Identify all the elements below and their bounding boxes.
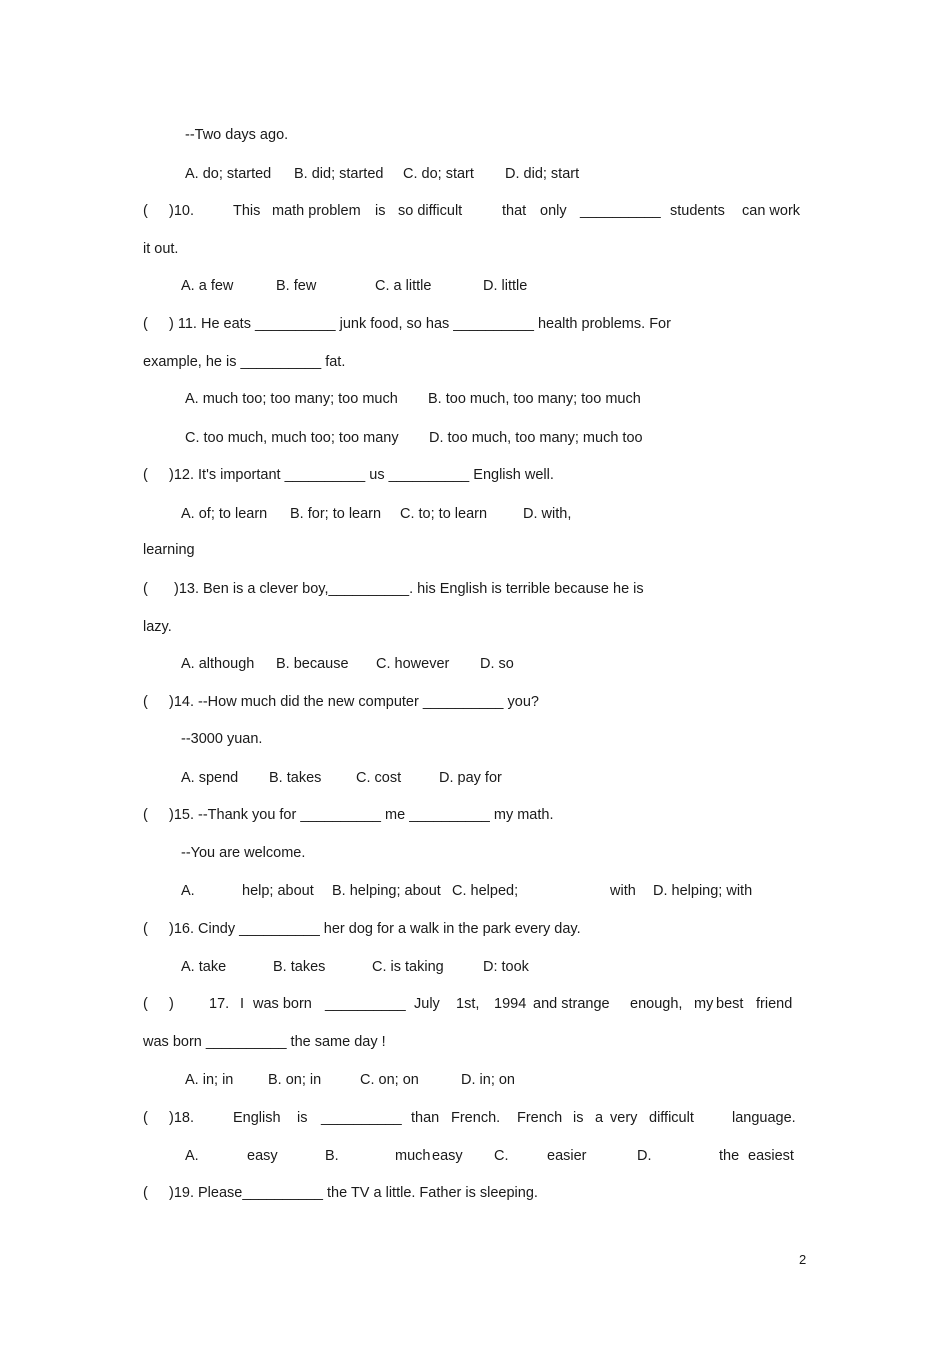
option: B. takes	[273, 959, 326, 975]
option-label: D.	[637, 1148, 652, 1164]
text-line: was born __________ the same day !	[143, 1034, 386, 1050]
option-label: C.	[494, 1148, 509, 1164]
option: the	[719, 1148, 740, 1164]
text-line: learning	[143, 542, 195, 558]
option: A. although	[181, 656, 255, 672]
option: B. on; in	[268, 1072, 322, 1088]
word: a	[595, 1110, 604, 1126]
word: language.	[732, 1110, 796, 1126]
option: C. on; on	[360, 1072, 419, 1088]
option: B. few	[276, 278, 317, 294]
word: English	[233, 1110, 281, 1126]
option: A. much too; too many; too much	[185, 391, 398, 407]
answer-blank: __________	[580, 203, 661, 219]
option: D. with,	[523, 506, 572, 522]
answer-blank: __________	[325, 996, 406, 1012]
word: best	[716, 996, 744, 1012]
word: I	[240, 996, 245, 1012]
option: D. so	[480, 656, 514, 672]
answer-paren-close: )	[169, 996, 174, 1012]
option: easiest	[748, 1148, 794, 1164]
option: A.	[181, 883, 195, 899]
option-label: B.	[325, 1148, 339, 1164]
answer-blank: __________	[321, 1110, 402, 1126]
option: C. cost	[356, 770, 402, 786]
word: so difficult	[398, 203, 463, 219]
word: and strange	[533, 996, 610, 1012]
question-number: )10.	[169, 203, 194, 219]
option: C. however	[376, 656, 450, 672]
word: that	[502, 203, 527, 219]
option: D. little	[483, 278, 528, 294]
answer-paren-open: (	[143, 1110, 148, 1126]
answer-paren-open: (	[143, 203, 148, 219]
option: much	[395, 1148, 431, 1164]
word: than	[411, 1110, 440, 1126]
page-number: 2	[799, 1252, 807, 1267]
word: enough,	[630, 996, 683, 1012]
question-text: )12. It's important __________ us __________ English well.	[169, 467, 554, 483]
answer-paren-open: (	[143, 1185, 148, 1201]
option: with	[610, 883, 636, 899]
text-line: --3000 yuan.	[181, 731, 263, 747]
answer-paren-open: (	[143, 807, 148, 823]
word: was born	[253, 996, 312, 1012]
option: C. to; to learn	[400, 506, 488, 522]
text-line: example, he is __________ fat.	[143, 354, 346, 370]
word: math problem	[272, 203, 361, 219]
option: D: took	[483, 959, 529, 975]
answer-paren-open: (	[143, 581, 148, 597]
option: C. is taking	[372, 959, 444, 975]
option: B. because	[276, 656, 349, 672]
option: help; about	[242, 883, 314, 899]
word: very	[610, 1110, 638, 1126]
word: is	[573, 1110, 584, 1126]
option: D. too much, too many; much too	[429, 430, 643, 446]
word: is	[375, 203, 386, 219]
option: D. did; start	[505, 166, 580, 182]
option: B. takes	[269, 770, 322, 786]
option: A. a few	[181, 278, 234, 294]
word: students	[670, 203, 725, 219]
option: C. do; start	[403, 166, 474, 182]
option: A. take	[181, 959, 227, 975]
question-text: ) 11. He eats __________ junk food, so has __________ health problems. For	[169, 316, 671, 332]
answer-paren-open: (	[143, 467, 148, 483]
word: French	[517, 1110, 563, 1126]
option: C. too much, much too; too many	[185, 430, 399, 446]
option: B. too much, too many; too much	[428, 391, 641, 407]
option: C. helped;	[452, 883, 519, 899]
question-number: )18.	[169, 1110, 194, 1126]
word: 1994	[494, 996, 527, 1012]
answer-paren-open: (	[143, 996, 148, 1012]
option-label: A.	[185, 1148, 199, 1164]
option: A. of; to learn	[181, 506, 268, 522]
word: only	[540, 203, 567, 219]
answer-paren-open: (	[143, 921, 148, 937]
option: A. do; started	[185, 166, 272, 182]
answer-paren-open: (	[143, 694, 148, 710]
question-text: )19. Please__________ the TV a little. Father is sleeping.	[169, 1185, 538, 1201]
option: easy	[432, 1148, 463, 1164]
word: friend	[756, 996, 793, 1012]
option: D. pay for	[439, 770, 502, 786]
text-line: --Two days ago.	[185, 127, 289, 143]
option: B. helping; about	[332, 883, 441, 899]
option: easy	[247, 1148, 278, 1164]
question-text: )14. --How much did the new computer __________ you?	[169, 694, 539, 710]
word: This	[233, 203, 261, 219]
option: A. spend	[181, 770, 239, 786]
text-line: lazy.	[143, 619, 172, 635]
question-text: )13. Ben is a clever boy,__________. his English is terrible because he is	[174, 581, 644, 597]
option: C. a little	[375, 278, 432, 294]
word: my	[694, 996, 714, 1012]
question-text: )16. Cindy __________ her dog for a walk in the park every day.	[169, 921, 581, 937]
question-text: )15. --Thank you for __________ me __________ my math.	[169, 807, 554, 823]
answer-paren-open: (	[143, 316, 148, 332]
text-line: --You are welcome.	[181, 845, 306, 861]
option: B. did; started	[294, 166, 384, 182]
word: is	[297, 1110, 308, 1126]
word: can work	[742, 203, 801, 219]
option: D. in; on	[461, 1072, 515, 1088]
option: D. helping; with	[653, 883, 753, 899]
option: A. in; in	[185, 1072, 234, 1088]
word: difficult	[649, 1110, 694, 1126]
option: easier	[547, 1148, 587, 1164]
word: 1st,	[456, 996, 480, 1012]
question-number: 17.	[209, 996, 230, 1012]
text-line: it out.	[143, 241, 179, 257]
word: July	[414, 996, 440, 1012]
option: B. for; to learn	[290, 506, 382, 522]
word: French.	[451, 1110, 501, 1126]
